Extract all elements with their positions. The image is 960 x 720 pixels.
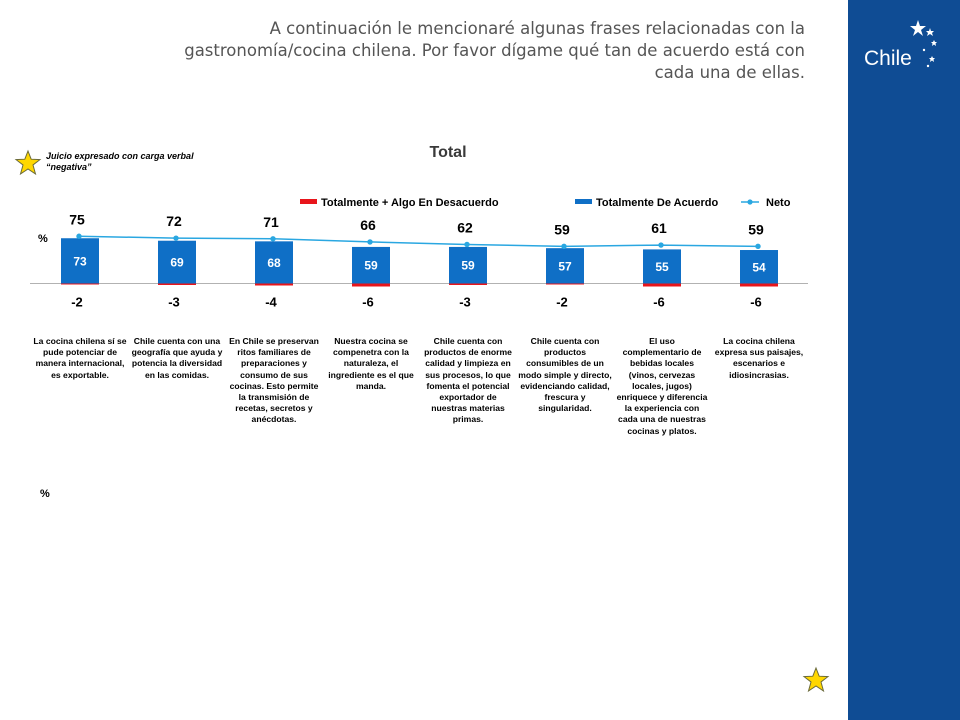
category-label: Chile cuenta con productos consumibles de un modo simple y directo, evidenciando calidad, frescura y singularidad. [518, 336, 612, 414]
chart [0, 130, 848, 330]
neto-point [658, 242, 663, 247]
bar-desacuerdo [740, 284, 778, 287]
y-axis-label: % [38, 233, 48, 245]
corner-star-icon [802, 666, 830, 694]
legend-label: Neto [766, 197, 791, 209]
data-label-acuerdo: 57 [558, 259, 572, 274]
category-label: El uso complementario de bebidas locales (vinos, cervezas locales, jugos) enriquece y diferencia la experiencia con cada una de nuestras cocinas y platos. [616, 336, 708, 436]
data-label-acuerdo: 73 [73, 254, 87, 269]
data-label-acuerdo: 68 [267, 255, 281, 270]
data-label-acuerdo: 54 [752, 260, 766, 275]
logo-star-icon [926, 28, 934, 36]
neto-point [270, 236, 275, 241]
logo-text: Chile [864, 47, 912, 70]
logo-star-icon [931, 40, 937, 46]
data-label-neto: 71 [263, 213, 279, 230]
neto-point [561, 244, 566, 249]
category-label: La cocina chilena expresa sus paisajes, escenarios e idiosincrasias. [714, 336, 804, 380]
category-label: Chile cuenta con una geografía que ayuda y potencia la diversidad en las comidas. [131, 336, 223, 380]
bar-desacuerdo [643, 284, 681, 287]
chart-title: Total [429, 144, 467, 161]
neto-point [367, 239, 372, 244]
category-label: La cocina chilena sí se pude potenciar de manera internacional, es exportable. [33, 336, 127, 380]
neto-point [755, 244, 760, 249]
data-label-acuerdo: 59 [461, 258, 475, 273]
bar-desacuerdo [158, 284, 196, 286]
data-label-neto: 59 [748, 221, 764, 238]
data-label-neto: 62 [457, 219, 473, 236]
data-label-desacuerdo: -2 [71, 294, 83, 310]
legend-swatch [300, 199, 317, 204]
page-title: A continuación le mencionaré algunas frases relacionadas con la gastronomía/cocina chilena. Por favor dígame qué tan de acuerdo está con cada una de ellas. [184, 19, 805, 82]
data-label-neto: 72 [166, 213, 182, 230]
chile-logo [858, 14, 944, 80]
data-label-neto: 61 [651, 220, 667, 237]
logo-star-icon [929, 56, 935, 62]
neto-point [464, 242, 469, 247]
data-label-neto: 75 [69, 211, 85, 228]
data-label-neto: 66 [360, 216, 376, 233]
brand-bar [848, 0, 960, 720]
data-label-desacuerdo: -6 [750, 294, 762, 310]
data-label-desacuerdo: -3 [168, 294, 180, 310]
data-label-desacuerdo: -6 [653, 294, 665, 310]
data-label-acuerdo: 55 [655, 259, 669, 274]
star-note: Juicio expresado con carga verbal “negativa” [46, 151, 194, 172]
legend-label: Totalmente + Algo En Desacuerdo [321, 197, 499, 209]
percent-label-bottom: % [40, 488, 50, 500]
data-label-neto: 59 [554, 221, 570, 238]
legend-swatch [575, 199, 592, 204]
data-label-acuerdo: 69 [170, 255, 184, 270]
neto-point [76, 234, 81, 239]
data-label-desacuerdo: -2 [556, 294, 568, 310]
bar-desacuerdo [546, 284, 584, 285]
legend-swatch [747, 199, 752, 204]
bar-desacuerdo [255, 284, 293, 286]
bar-desacuerdo [61, 284, 99, 285]
data-label-acuerdo: 59 [364, 258, 378, 273]
legend-label: Totalmente De Acuerdo [596, 197, 719, 209]
data-label-desacuerdo: -3 [459, 294, 471, 310]
neto-point [173, 235, 178, 240]
data-label-desacuerdo: -6 [362, 294, 374, 310]
data-label-desacuerdo: -4 [265, 294, 277, 310]
category-label: Nuestra cocina se compenetra con la naturaleza, el ingrediente es el que manda. [328, 336, 414, 391]
category-label: En Chile se preservan ritos familiares de preparaciones y consumo de sus cocinas. Esto permite la transmisión de recetas, secretos y anécdotas. [229, 336, 319, 425]
bar-desacuerdo [449, 284, 487, 286]
bar-desacuerdo [352, 284, 390, 287]
category-label: Chile cuenta con productos de enorme calidad y limpieza en sus procesos, lo que fomenta el potencial exportador de nuestras materias primas. [424, 336, 512, 425]
logo-star-icon [910, 20, 926, 36]
